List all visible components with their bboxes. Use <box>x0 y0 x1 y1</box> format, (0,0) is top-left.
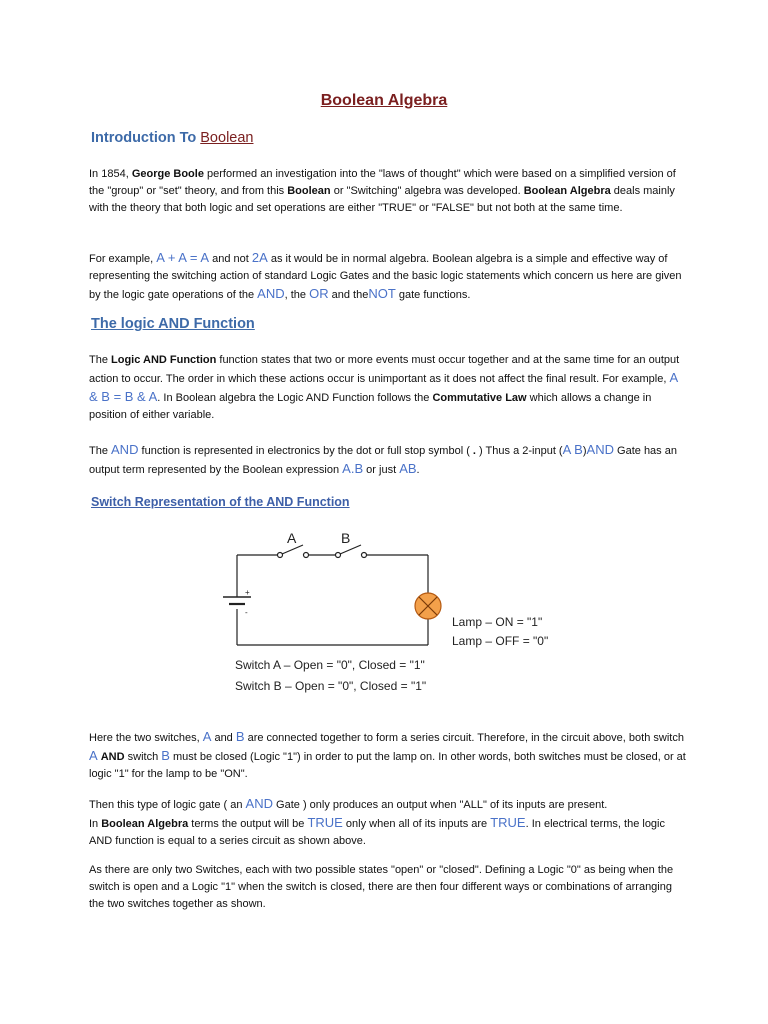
text: . In Boolean algebra the Logic AND Function follows the <box>157 392 433 404</box>
bold-text: AND <box>100 751 125 763</box>
switch-a-label: A <box>287 530 297 546</box>
text: and not <box>209 253 252 265</box>
highlight-text: B <box>161 748 170 763</box>
and-paragraph-1 <box>89 352 689 424</box>
intro-heading-boolean: Boolean <box>200 130 254 146</box>
text: which allows a change in position of either variable. <box>89 392 652 421</box>
bold-text: Boolean Algebra <box>101 818 189 830</box>
battery-minus-label: - <box>245 608 248 617</box>
switch-a-caption: Switch A – Open = "0", Closed = "1" <box>235 658 425 672</box>
highlight-text: OR <box>309 286 329 301</box>
text: The <box>89 354 112 366</box>
text: Then this type of logic gate ( an <box>89 799 246 811</box>
highlight-text: AND <box>257 286 285 301</box>
text: function is represented in electronics by the dot or full stop symbol ( <box>138 445 473 457</box>
text: gate functions. <box>395 289 471 301</box>
text: In <box>89 818 102 830</box>
text: and <box>211 732 236 744</box>
intro-heading <box>91 130 253 146</box>
switch-a-blade <box>282 545 303 554</box>
bold-text: Commutative Law <box>432 392 527 404</box>
highlight-text: AB <box>399 461 417 476</box>
text: Gate ) only produces an output when "ALL" of its inputs are present. <box>273 799 608 811</box>
switch-b-contact-left <box>336 553 341 558</box>
switch-b-caption: Switch B – Open = "0", Closed = "1" <box>235 679 427 693</box>
bold-text: George Boole <box>131 168 204 180</box>
highlight-text: A <box>89 748 98 763</box>
and-switch-circuit-diagram <box>215 525 575 695</box>
highlight-text: TRUE <box>490 815 526 830</box>
text: and the <box>328 289 369 301</box>
switch-paragraph-3: As there are only two Switches, each with two possible states "open" or "closed". Defining a Logic "0" as being when the switch is open and a Logic "1" when the switch is closed, there are then four different ways or combinations of arranging the two switches together as shown. <box>89 864 674 910</box>
text: deals mainly with the theory that both logic and set operations are either "TRUE" or "FALSE" but not both at the same time. <box>89 185 675 214</box>
highlight-text: NOT <box>368 286 396 301</box>
switch-a-contact-right <box>304 553 309 558</box>
text: ) <box>582 445 587 457</box>
text: For example, <box>89 253 157 265</box>
text: . In electrical terms, the logic AND function is equal to a series circuit as shown above. <box>89 818 665 847</box>
highlight-text: B <box>235 729 245 744</box>
highlight-text: A B <box>562 442 583 457</box>
highlight-text: AND <box>245 796 273 811</box>
text: or just <box>363 464 400 476</box>
switch-b-contact-right <box>362 553 367 558</box>
intro-paragraph-1 <box>89 166 689 217</box>
highlight-text: AND <box>111 442 139 457</box>
text: The <box>89 445 112 457</box>
switch-representation-heading: Switch Representation of the AND Function <box>91 495 350 509</box>
highlight-text: B <box>354 461 364 476</box>
lamp-on-label: Lamp – ON = "1" <box>452 615 543 629</box>
text: as it would be in normal algebra. Boolean algebra is a simple and effective way of representing the switching action of standard Logic Gates and the basic logic statements which concern us here are given by the logic gate operations of the <box>89 253 682 301</box>
battery-plus-label: + <box>245 588 250 597</box>
text: are connected together to form a series circuit. Therefore, in the circuit above, both switch <box>244 732 684 744</box>
switch-a-contact-left <box>278 553 283 558</box>
highlight-text: A <box>342 461 351 476</box>
text: . <box>416 464 420 476</box>
text: In 1854, <box>89 168 132 180</box>
text: Here the two switches, <box>89 732 203 744</box>
text: or "Switching" algebra was developed. <box>330 185 524 197</box>
intro-paragraph-2 <box>89 249 689 304</box>
and-paragraph-2 <box>89 441 689 479</box>
highlight-text: A & B = B & A <box>89 370 678 404</box>
text: performed an investigation into the "laws of thought" which were based on a simplified version of the "group" or "set" theory, and from this <box>89 168 676 197</box>
lamp-off-label: Lamp – OFF = "0" <box>452 634 549 648</box>
highlight-text: . <box>350 461 355 476</box>
text: , the <box>284 289 310 301</box>
text: only when all of its inputs are <box>342 818 491 830</box>
bold-text: . <box>472 445 476 457</box>
page-title: Boolean Algebra <box>320 92 448 109</box>
intro-heading-text: Introduction To <box>91 130 197 146</box>
highlight-text: TRUE <box>307 815 343 830</box>
text: must be closed (Logic "1") in order to put the lamp on. In other words, both switches must be closed, or at logic "1" for the lamp to be "ON". <box>89 751 686 780</box>
bold-text: Logic AND Function <box>111 354 217 366</box>
text: Gate has an output term represented by the Boolean expression <box>89 445 677 476</box>
bold-text: Boolean <box>287 185 331 197</box>
highlight-text: 2A <box>251 250 268 265</box>
highlight-text: A + A = A <box>156 250 210 265</box>
switch-paragraph-1 <box>89 728 689 783</box>
switch-paragraph-2 <box>89 795 689 850</box>
switch-b-label: B <box>341 530 351 546</box>
highlight-text: AND <box>586 442 614 457</box>
switch-b-blade <box>340 545 361 554</box>
bold-text: Boolean Algebra <box>523 185 611 197</box>
highlight-text: A <box>202 729 212 744</box>
text: ) Thus a 2-input ( <box>475 445 563 457</box>
text: terms the output will be <box>188 818 308 830</box>
text: function states that two or more events must occur together and at the same time for an output action to occur. The order in which these actions occur is unimportant as it does not affect the final result. For example, <box>89 354 680 385</box>
and-function-heading: The logic AND Function <box>91 316 255 332</box>
text: switch <box>124 751 162 763</box>
